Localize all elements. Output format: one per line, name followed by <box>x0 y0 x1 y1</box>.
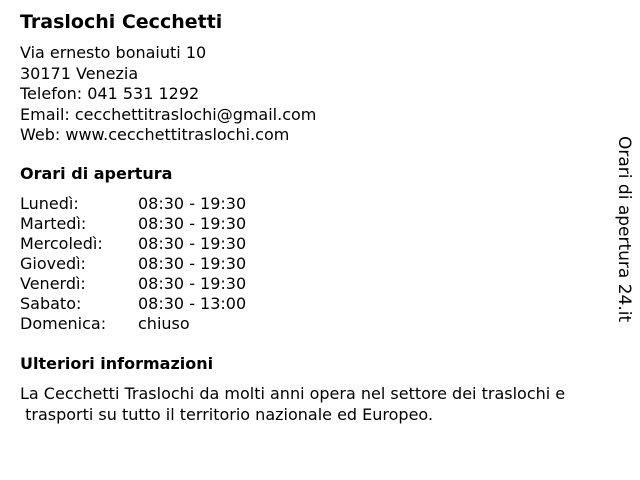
hours-day: Sabato: <box>20 294 82 313</box>
hours-row-wednesday <box>20 234 246 254</box>
hours-day: Venerdì: <box>20 274 86 293</box>
additional-info-text <box>20 384 620 425</box>
additional-info-heading: Ulteriori informazioni <box>20 354 214 373</box>
email-address[interactable]: Email: cecchettitraslochi@gmail.com <box>20 104 317 124</box>
hours-row-monday <box>20 194 246 214</box>
hours-day: Mercoledì: <box>20 234 103 253</box>
opening-hours-heading: Orari di apertura <box>20 164 173 183</box>
hours-row-saturday <box>20 294 246 314</box>
hours-day: Domenica: <box>20 314 107 333</box>
hours-time: 08:30 - 19:30 <box>138 274 247 293</box>
hours-day: Giovedì: <box>20 254 86 273</box>
hours-time: 08:30 - 13:00 <box>138 294 247 313</box>
hours-time: 08:30 - 19:30 <box>138 234 247 253</box>
info-line: La Cecchetti Traslochi da molti anni opera nel settore dei traslochi e <box>20 384 566 403</box>
hours-time: 08:30 - 19:30 <box>138 254 247 273</box>
hours-row-thursday <box>20 254 246 274</box>
hours-day: Martedì: <box>20 214 87 233</box>
site-watermark: Orari di apertura 24.it <box>614 136 634 323</box>
info-line: trasporti su tutto il territorio nazionale ed Europeo. <box>20 404 434 424</box>
hours-row-friday <box>20 274 246 294</box>
hours-time: 08:30 - 19:30 <box>138 214 247 233</box>
hours-row-sunday <box>20 314 246 334</box>
website-link[interactable]: Web: www.cecchettitraslochi.com <box>20 125 290 144</box>
opening-hours-table <box>20 194 246 334</box>
contact-block <box>20 43 316 146</box>
hours-row-tuesday <box>20 214 246 234</box>
address-street: Via ernesto bonaiuti 10 <box>20 43 207 62</box>
address-city: 30171 Venezia <box>20 63 139 83</box>
phone-number[interactable]: Telefon: 041 531 1292 <box>20 84 200 103</box>
hours-time: 08:30 - 19:30 <box>138 194 247 213</box>
hours-day: Lunedì: <box>20 194 79 213</box>
hours-time: chiuso <box>138 314 190 333</box>
business-name: Traslochi Cecchetti <box>20 11 223 33</box>
